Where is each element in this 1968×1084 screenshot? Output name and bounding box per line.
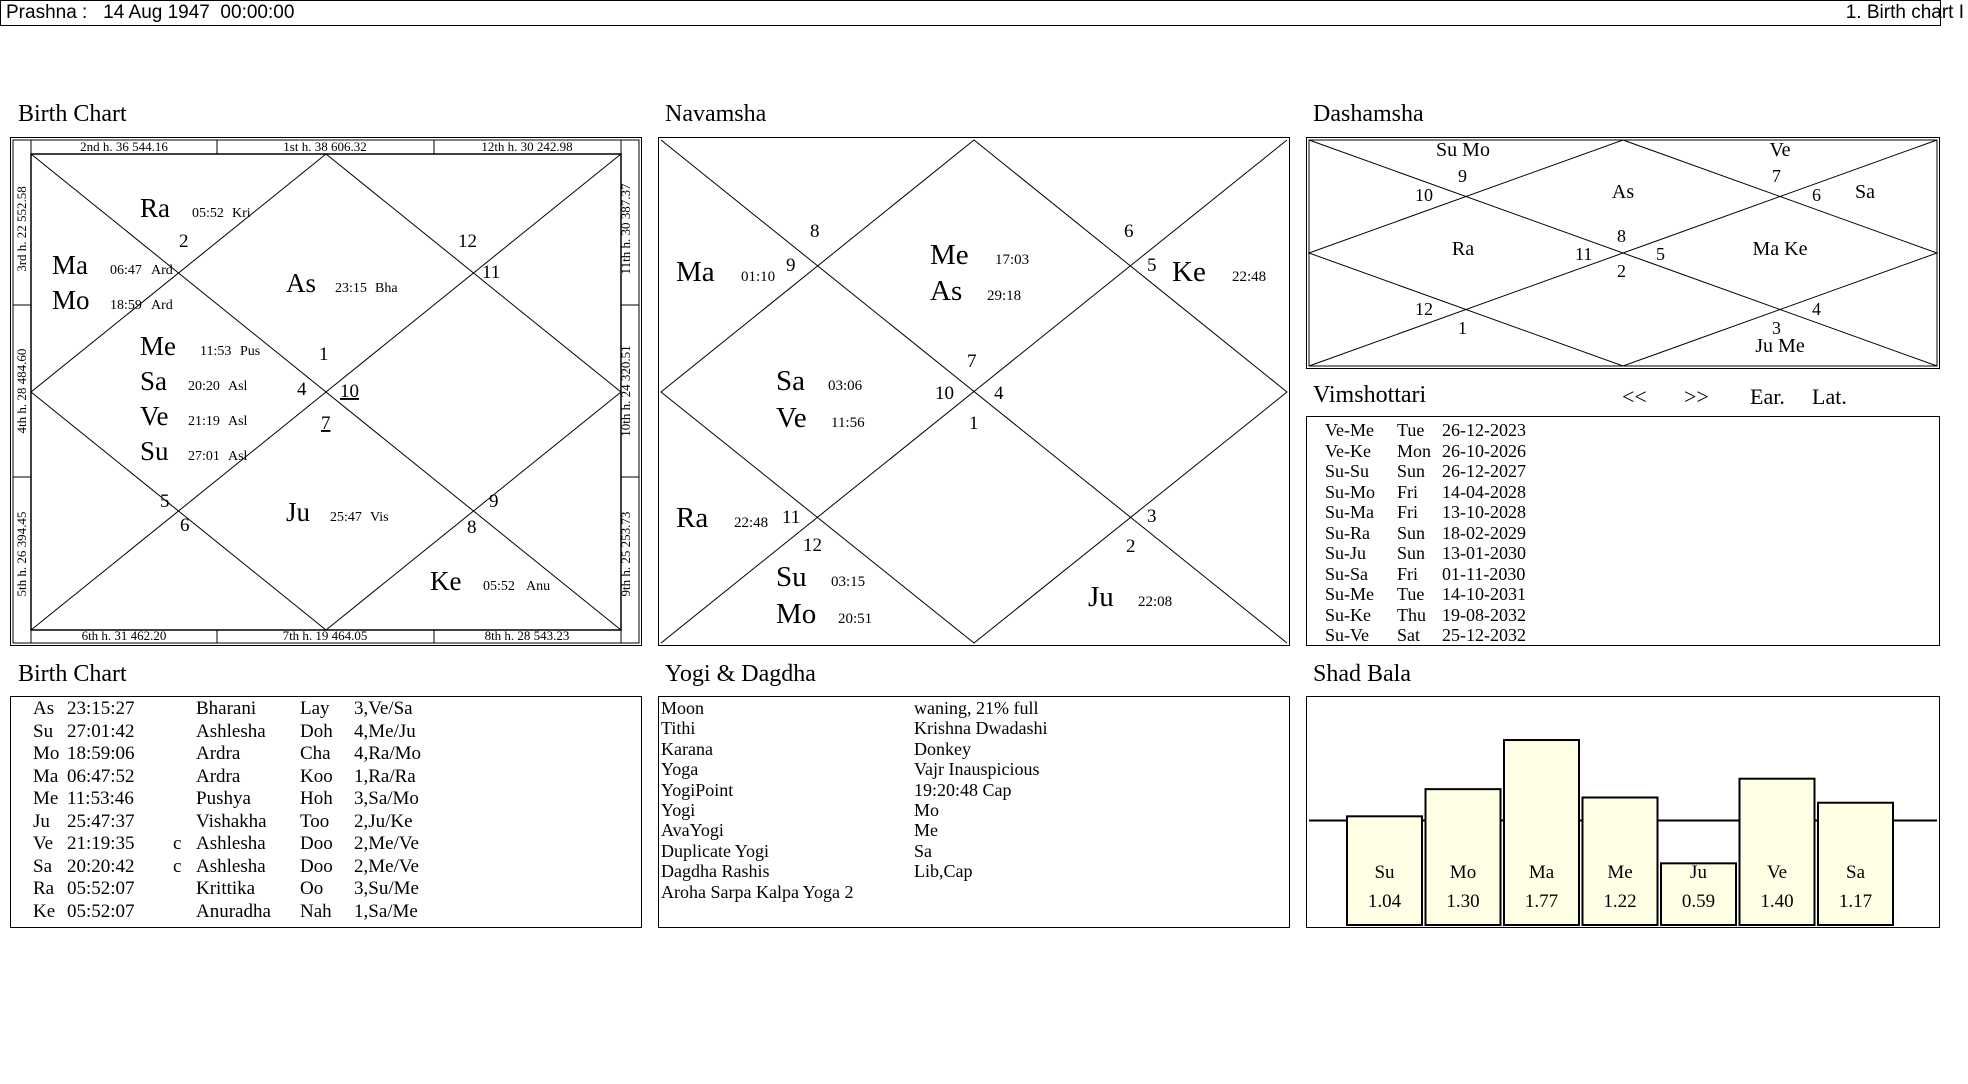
dash-label-ve: Ve (1768, 138, 1791, 161)
yogi-key: Dagdha Rashis (661, 861, 770, 882)
yogi-dagdha-title: Yogi & Dagdha (665, 661, 816, 687)
dasha-period: Su-Su (1325, 461, 1370, 481)
planet-su-nak: Asl (227, 448, 247, 464)
yogi-value: Sa (914, 840, 932, 861)
birth-table-panel[interactable] (10, 696, 642, 928)
planet-ra-nak: Kri (231, 205, 251, 221)
vimshottari-title: Vimshottari (1313, 382, 1427, 408)
planet-su: Su (139, 435, 169, 466)
pada-lords: 3,Ve/Sa (354, 698, 413, 719)
strip-left-2: 4th h. 28 484.60 (13, 348, 29, 433)
planet-ra-deg: 05:52 (191, 205, 224, 221)
strip-right-1: 11th h. 30 387.37 (617, 183, 633, 274)
yogi-value: waning, 21% full (914, 698, 1039, 718)
planet-ke-nak: Anu (525, 578, 550, 594)
planet-as-nak: Bha (374, 280, 398, 296)
chart-selector[interactable]: 1. Birth chart I (1845, 2, 1964, 23)
navamsha-panel[interactable] (658, 137, 1290, 646)
chart-header-bar (0, 0, 1964, 26)
strip-bottom-3: 8th h. 28 543.23 (484, 627, 569, 643)
dasha-weekday: Mon (1397, 440, 1432, 461)
dasha-period: Su-Me (1325, 584, 1374, 604)
house-number: 11 (781, 506, 800, 528)
dasha-date: 01-11-2030 (1442, 563, 1526, 584)
house-number: 8 (466, 516, 476, 538)
nakshatra: Ashlesha (196, 720, 266, 742)
house-number: 8 (1616, 225, 1626, 246)
house-number: 10 (934, 382, 954, 404)
planet-ju: Ju (285, 496, 310, 527)
house-number: 7 (966, 350, 976, 372)
house-number: 3 (1771, 317, 1781, 338)
yogi-key: Moon (661, 698, 705, 718)
dasha-weekday: Tue (1397, 584, 1425, 604)
strip-top-3: 12th h. 30 242.98 (480, 138, 573, 154)
dasha-date: 25-12-2032 (1442, 625, 1526, 645)
planet-as-deg: 23:15 (334, 280, 367, 296)
pada-syllable: Nah (300, 900, 332, 922)
planet-ke-deg: 05:52 (482, 578, 515, 594)
house-number: 11 (481, 261, 500, 283)
nakshatra: Anuradha (196, 900, 271, 922)
nakshatra: Ardra (196, 765, 241, 787)
bar-value-su: 1.04 (1367, 890, 1401, 912)
pada-lords: 4,Me/Ju (354, 720, 416, 742)
dasha-weekday: Sun (1397, 522, 1426, 543)
yogi-value: Lib,Cap (914, 861, 973, 882)
yogi-key: Duplicate Yogi (661, 840, 769, 861)
nakshatra: Ashlesha (196, 855, 266, 877)
pada-lords: 2,Me/Ve (354, 833, 419, 854)
house-number: 3 (1146, 505, 1156, 527)
planet-longitude: 18:59:06 (67, 743, 135, 764)
dashamsha-title: Dashamsha (1313, 101, 1424, 127)
combust-flag: c (173, 855, 182, 877)
dasha-date: 18-02-2029 (1442, 522, 1526, 543)
dasha-weekday: Fri (1397, 563, 1419, 584)
dashamsha-panel[interactable] (1306, 137, 1940, 369)
house-number: 6 (1811, 184, 1821, 205)
nav-planet-ke-deg: 22:48 (1231, 268, 1266, 285)
planet-longitude: 06:47:52 (67, 765, 135, 787)
house-number: 12 (802, 534, 822, 556)
dasha-weekday: Fri (1397, 481, 1419, 502)
pada-lords: 3,Su/Me (354, 878, 419, 899)
dasha-date: 14-10-2031 (1442, 584, 1526, 604)
nav-planet-as: As (929, 274, 962, 307)
nav-planet-ju-deg: 22:08 (1137, 593, 1172, 610)
planet-sa-deg: 20:20 (187, 378, 220, 394)
pada-lords: 1,Ra/Ra (354, 765, 416, 787)
nakshatra: Bharani (196, 698, 257, 719)
house-number: 10 (1414, 184, 1433, 205)
planet-ma-deg: 06:47 (109, 262, 142, 278)
yogi-value: Donkey (914, 738, 971, 759)
shad-bala-panel (1306, 696, 1940, 928)
yogi-key: Yogi (661, 799, 696, 820)
shad-bala-chart (1306, 696, 1940, 928)
dasha-date: 19-08-2032 (1442, 604, 1526, 625)
dasha-period: Su-Ke (1325, 604, 1371, 625)
birth-table-title: Birth Chart (18, 661, 127, 687)
house-number: 7 (1771, 165, 1781, 186)
planet-longitude: 21:19:35 (67, 833, 135, 854)
nav-planet-mo-deg: 20:51 (837, 610, 872, 627)
planet-name: Su (33, 720, 54, 742)
pada-syllable: Doo (300, 855, 333, 877)
dasha-date: 13-01-2030 (1442, 543, 1526, 563)
dash-label-as: As (1611, 180, 1634, 203)
strip-bottom-1: 6th h. 31 462.20 (81, 627, 166, 643)
planet-me-deg: 11:53 (199, 343, 231, 359)
planet-ma-nak: Ard (150, 262, 173, 278)
nav-planet-me: Me (929, 238, 969, 271)
nav-planet-ma: Ma (675, 255, 715, 288)
nav-planet-ve: Ve (775, 401, 807, 434)
planet-me-nak: Pus (239, 343, 260, 359)
dasha-weekday: Sun (1397, 543, 1426, 563)
planet-name: Ve (33, 833, 54, 854)
pada-lords: 2,Ju/Ke (354, 810, 413, 832)
bar-label-mo: Mo (1449, 861, 1476, 883)
nav-planet-su-deg: 03:15 (830, 573, 865, 590)
bar-value-ve: 1.40 (1759, 890, 1794, 912)
house-number: 4 (1811, 298, 1821, 319)
vimshottari-panel[interactable] (1306, 416, 1940, 646)
nav-planet-as-deg: 29:18 (986, 287, 1021, 304)
strip-top-1: 2nd h. 36 544.16 (79, 138, 168, 154)
pada-lords: 1,Sa/Me (354, 900, 418, 922)
nakshatra: Pushya (196, 788, 251, 809)
house-number: 10 (339, 380, 359, 402)
house-number: 1 (968, 412, 978, 434)
yogi-value: Me (914, 820, 938, 841)
nav-planet-sa: Sa (775, 364, 805, 397)
dasha-period: Su-Ra (1325, 522, 1370, 543)
yogi-value: 19:20:48 Cap (914, 779, 1012, 800)
nakshatra: Ashlesha (196, 833, 266, 854)
nav-planet-ra: Ra (675, 501, 708, 534)
nav-planet-sa-deg: 03:06 (827, 377, 862, 394)
nav-planet-ve-deg: 11:56 (830, 414, 865, 431)
dasha-period: Su-Ma (1325, 502, 1374, 522)
strip-right-3: 9th h. 25 253.73 (617, 511, 633, 596)
yogi-value: Krishna Dwadashi (914, 718, 1048, 739)
planet-mo-deg: 18:59 (109, 297, 142, 313)
pada-syllable: Doh (300, 720, 333, 742)
bar-value-ma: 1.77 (1524, 890, 1558, 912)
pada-lords: 4,Ra/Mo (354, 743, 422, 764)
planet-longitude: 05:52:07 (67, 900, 135, 922)
house-number: 1 (1457, 317, 1467, 338)
strip-top-2: 1st h. 38 606.32 (282, 138, 367, 154)
dasha-date: 26-12-2023 (1442, 420, 1526, 440)
dasha-period: Su-Sa (1325, 563, 1369, 584)
bar-value-ju: 0.59 (1681, 890, 1715, 912)
yogi-key: Tithi (661, 718, 696, 739)
nakshatra: Ardra (196, 743, 241, 764)
combust-flag: c (173, 833, 182, 854)
vimshottari-earlier-button[interactable]: Ear. (1750, 384, 1785, 409)
yogi-dagdha-panel[interactable] (658, 696, 1290, 928)
planet-ve: Ve (139, 400, 168, 431)
yogi-key: AvaYogi (661, 820, 724, 841)
vimshottari-next-button[interactable]: >> (1684, 384, 1709, 409)
bar-label-sa: Sa (1845, 861, 1865, 883)
house-number: 2 (1125, 535, 1135, 557)
dasha-weekday: Tue (1397, 420, 1425, 440)
planet-ve-deg: 21:19 (187, 413, 220, 429)
strip-left-1: 3rd h. 22 552.58 (13, 185, 29, 272)
bar-label-su: Su (1373, 861, 1395, 883)
bar-value-mo: 1.30 (1445, 890, 1480, 912)
pada-syllable: Doo (300, 833, 333, 854)
planet-longitude: 23:15:27 (67, 698, 135, 719)
strip-bottom-2: 7th h. 19 464.05 (282, 627, 367, 643)
house-number: 5 (159, 490, 169, 512)
pada-syllable: Cha (300, 743, 331, 764)
planet-su-deg: 27:01 (187, 448, 220, 464)
planet-mo: Mo (51, 284, 90, 315)
house-number: 8 (809, 220, 819, 242)
planet-name: Ju (33, 810, 50, 832)
dash-label-ra: Ra (1451, 237, 1474, 260)
nav-planet-me-deg: 17:03 (994, 251, 1029, 268)
navamsha-title: Navamsha (665, 101, 767, 127)
prashna-datetime: Prashna : 14 Aug 1947 00:00:00 (6, 2, 295, 23)
pada-lords: 2,Me/Ve (354, 855, 419, 877)
dasha-weekday: Sat (1397, 625, 1421, 645)
planet-longitude: 20:20:42 (67, 855, 135, 877)
planet-mo-nak: Ard (150, 297, 173, 313)
pada-syllable: Too (300, 810, 330, 832)
house-number: 4 (993, 382, 1003, 404)
planet-longitude: 27:01:42 (67, 720, 135, 742)
planet-ke: Ke (429, 565, 461, 596)
dasha-weekday: Thu (1397, 604, 1426, 625)
planet-ma: Ma (51, 249, 88, 280)
nakshatra: Vishakha (196, 810, 267, 832)
planet-as: As (285, 267, 316, 298)
dash-label-su-mo: Su Mo (1435, 138, 1490, 161)
house-number: 9 (488, 490, 498, 512)
pada-syllable: Oo (300, 878, 324, 899)
dasha-period: Su-Ve (1325, 625, 1369, 645)
nav-planet-ju: Ju (1087, 580, 1114, 613)
planet-me: Me (139, 330, 176, 361)
pada-syllable: Lay (300, 698, 330, 719)
planet-ra: Ra (139, 192, 170, 223)
planet-longitude: 05:52:07 (67, 878, 135, 899)
planet-name: As (33, 698, 55, 719)
house-number: 6 (179, 514, 189, 536)
shad-bala-title: Shad Bala (1313, 661, 1411, 687)
pada-syllable: Koo (300, 765, 333, 787)
dasha-period: Su-Mo (1325, 481, 1376, 502)
house-number: 12 (457, 230, 477, 252)
yogi-key: Aroha Sarpa Kalpa Yoga 2 (661, 881, 854, 902)
planet-longitude: 25:47:37 (67, 810, 135, 832)
yogi-value: Vajr Inauspicious (914, 759, 1040, 780)
planet-ju-deg: 25:47 (329, 509, 362, 525)
dasha-period: Ve-Ke (1325, 440, 1371, 461)
yogi-key: Yoga (661, 759, 699, 780)
dasha-date: 13-10-2028 (1442, 502, 1526, 522)
house-number: 1 (318, 343, 328, 365)
dasha-date: 26-10-2026 (1442, 440, 1526, 461)
planet-name: Ke (33, 900, 56, 922)
planet-name: Ra (33, 878, 55, 899)
planet-name: Ma (33, 765, 59, 787)
planet-longitude: 11:53:46 (67, 788, 134, 809)
house-number: 9 (1457, 165, 1467, 186)
house-number: 5 (1655, 243, 1665, 264)
birth-chart-panel[interactable] (10, 137, 642, 646)
planet-name: Me (33, 788, 59, 809)
planet-name: Sa (33, 855, 52, 877)
house-number: 4 (296, 378, 306, 400)
dasha-period: Ve-Me (1325, 420, 1374, 440)
dash-label-sa: Sa (1854, 180, 1875, 203)
dasha-weekday: Fri (1397, 502, 1419, 522)
house-number: 12 (1414, 298, 1433, 319)
house-number: 2 (1616, 260, 1626, 281)
bar-label-ju: Ju (1689, 861, 1707, 883)
nav-planet-ke: Ke (1171, 255, 1206, 288)
house-number: 2 (178, 230, 188, 252)
yogi-key: YogiPoint (661, 779, 734, 800)
birth-chart-svg (10, 137, 642, 646)
nakshatra: Krittika (196, 878, 256, 899)
house-number: 6 (1123, 220, 1133, 242)
nav-planet-ma-deg: 01:10 (740, 268, 775, 285)
dasha-weekday: Sun (1397, 461, 1426, 481)
planet-name: Mo (33, 743, 60, 764)
bar-label-me: Me (1606, 861, 1633, 883)
house-number: 5 (1146, 254, 1156, 276)
strip-left-3: 5th h. 26 394.45 (13, 511, 29, 596)
bar-value-me: 1.22 (1602, 890, 1637, 912)
bar-label-ve: Ve (1766, 861, 1787, 883)
dasha-period: Su-Ju (1325, 543, 1367, 563)
dasha-date: 26-12-2027 (1442, 461, 1526, 481)
planet-sa-nak: Asl (227, 378, 247, 394)
house-number: 9 (785, 254, 795, 276)
strip-right-2: 10th h. 24 320.51 (617, 344, 633, 437)
nav-planet-su: Su (775, 560, 807, 593)
vimshottari-later-button[interactable]: Lat. (1812, 384, 1847, 409)
dash-label-ju-me: Ju Me (1754, 334, 1805, 357)
birth-chart-title: Birth Chart (18, 101, 127, 127)
house-number: 11 (1574, 243, 1592, 264)
planet-ju-nak: Vis (369, 509, 389, 525)
pada-syllable: Hoh (300, 788, 333, 809)
dasha-date: 14-04-2028 (1442, 481, 1526, 502)
planet-sa: Sa (139, 365, 167, 396)
pada-lords: 3,Sa/Mo (354, 788, 419, 809)
dashamsha-svg (1306, 137, 1940, 369)
nav-planet-ra-deg: 22:48 (733, 514, 768, 531)
planet-ve-nak: Asl (227, 413, 247, 429)
bar-value-sa: 1.17 (1838, 890, 1872, 912)
dash-label-ma-ke: Ma Ke (1752, 237, 1807, 260)
yogi-value: Mo (914, 799, 940, 820)
vimshottari-prev-button[interactable]: << (1622, 384, 1647, 409)
yogi-key: Karana (661, 738, 713, 759)
nav-planet-mo: Mo (775, 597, 816, 630)
navamsha-svg (658, 137, 1290, 646)
bar-label-ma: Ma (1528, 861, 1554, 883)
house-number: 7 (320, 412, 330, 434)
